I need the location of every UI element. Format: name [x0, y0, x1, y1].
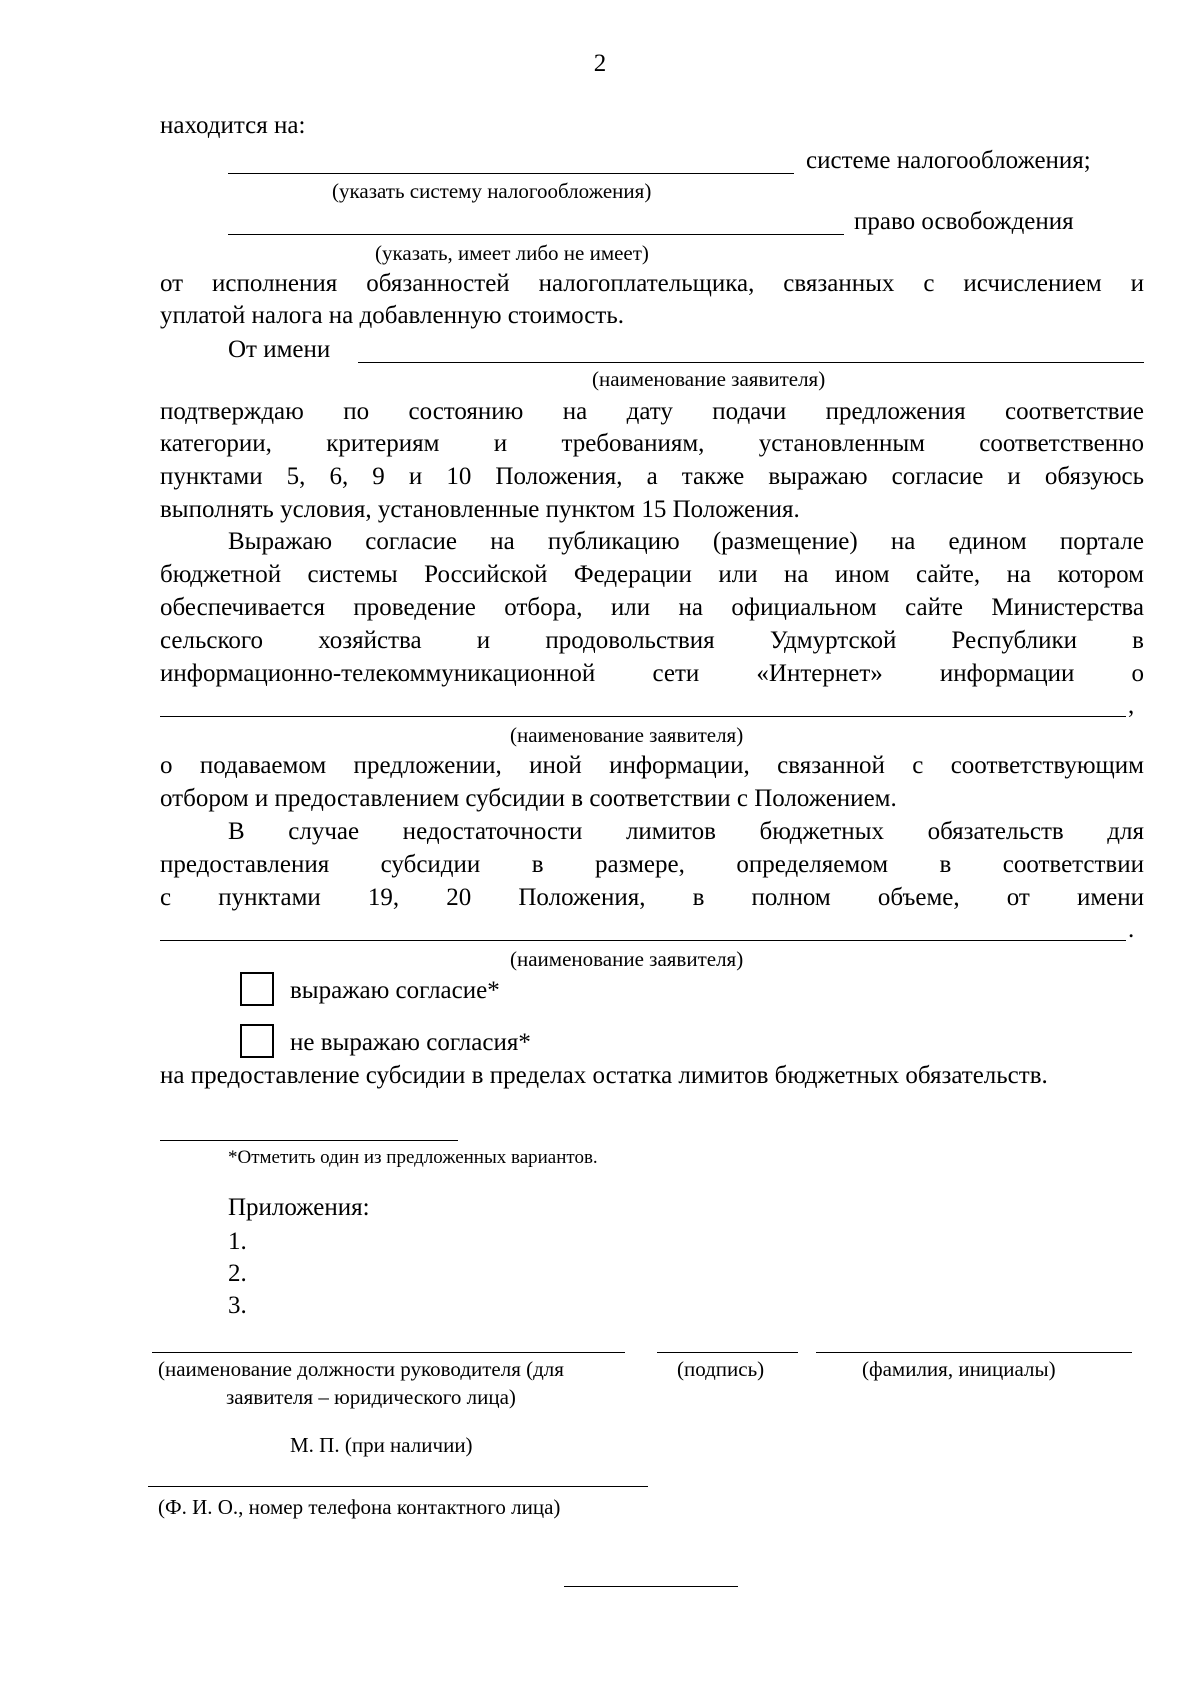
no-consent-option-label: не выражаю согласия*: [290, 1029, 531, 1056]
tax-system-suffix: системе налогообложения;: [806, 147, 1091, 174]
tax-system-blank[interactable]: [228, 173, 794, 174]
position-caption-line-1: (наименование должности руководителя (для: [158, 1357, 564, 1381]
tax-system-caption: (указать систему налогообложения): [332, 179, 652, 203]
publication-tail-line-2: отбором и предоставлением субсидии в соответствии с Положением.: [160, 785, 897, 812]
attachment-item-3: 3.: [228, 1292, 247, 1319]
footnote-separator: [160, 1140, 458, 1141]
limits-line-3: с пунктами 19, 20 Положения, в полном объеме, от имени: [160, 884, 1144, 911]
contact-caption: (Ф. И. О., номер телефона контактного лица): [158, 1495, 561, 1519]
name-caption: (фамилия, инициалы): [862, 1357, 1056, 1381]
publication-applicant-blank[interactable]: [160, 716, 1126, 717]
confirm-line-4: выполнять условия, установленные пунктом 15 Положения.: [160, 496, 800, 523]
publication-applicant-caption: (наименование заявителя): [510, 723, 744, 747]
publication-line-2: бюджетной системы Российской Федерации или на ином сайте, на котором: [160, 561, 1144, 588]
attachment-item-1: 1.: [228, 1228, 247, 1255]
publication-line-1: Выражаю согласие на публикацию (размещение) на едином портале: [228, 528, 1144, 555]
name-blank[interactable]: [816, 1352, 1132, 1353]
closing-separator: [564, 1586, 738, 1587]
attachment-item-2: 2.: [228, 1260, 247, 1287]
exemption-caption: (указать, имеет либо не имеет): [375, 241, 649, 265]
applicant-name-blank[interactable]: [358, 362, 1144, 363]
on-behalf-label: От имени: [228, 336, 331, 363]
page-number: 2: [593, 50, 607, 77]
exemption-line-1: от исполнения обязанностей налогоплательщика, связанных с исчислением и: [160, 270, 1144, 297]
attachments-title: Приложения:: [228, 1194, 370, 1221]
intro-text: находится на:: [160, 112, 306, 139]
signature-caption: (подпись): [677, 1357, 765, 1381]
consent-checkbox[interactable]: [240, 972, 274, 1006]
no-consent-checkbox[interactable]: [240, 1024, 274, 1058]
publication-tail-line-1: о подаваемом предложении, иной информации, связанной с соответствующим: [160, 752, 1144, 779]
exemption-line-2: уплатой налога на добавленную стоимость.: [160, 302, 624, 329]
position-caption-line-2: заявителя – юридического лица): [226, 1385, 516, 1409]
limits-blank-end-mark: .: [1128, 916, 1135, 943]
limits-line-1: В случае недостаточности лимитов бюджетных обязательств для: [228, 818, 1144, 845]
publication-blank-end-mark: ,: [1128, 692, 1135, 719]
limits-line-2: предоставления субсидии в размере, определяемом в соответствии: [160, 851, 1144, 878]
limits-applicant-caption: (наименование заявителя): [510, 947, 744, 971]
publication-line-3: обеспечивается проведение отбора, или на официальном сайте Министерства: [160, 594, 1144, 621]
confirm-line-3: пунктами 5, 6, 9 и 10 Положения, а также выражаю согласие и обязуюсь: [160, 463, 1144, 490]
signature-blank[interactable]: [657, 1352, 798, 1353]
contact-blank[interactable]: [148, 1486, 648, 1487]
confirm-line-1: подтверждаю по состоянию на дату подачи предложения соответствие: [160, 398, 1144, 425]
consent-option-label: выражаю согласие*: [290, 977, 500, 1004]
stamp-label: М. П. (при наличии): [290, 1433, 473, 1457]
options-tail-text: на предоставление субсидии в пределах остатка лимитов бюджетных обязательств.: [160, 1062, 1048, 1089]
footnote-text: *Отметить один из предложенных вариантов.: [228, 1147, 598, 1168]
applicant-name-caption: (наименование заявителя): [592, 367, 826, 391]
confirm-line-2: категории, критериям и требованиям, установленным соответственно: [160, 430, 1144, 457]
position-blank[interactable]: [152, 1352, 625, 1353]
limits-applicant-blank[interactable]: [160, 940, 1126, 941]
publication-line-5: информационно-телекоммуникационной сети «Интернет» информации о: [160, 660, 1144, 687]
exemption-suffix: право освобождения: [854, 208, 1074, 235]
exemption-blank[interactable]: [228, 234, 844, 235]
publication-line-4: сельского хозяйства и продовольствия Удмуртской Республики в: [160, 627, 1144, 654]
